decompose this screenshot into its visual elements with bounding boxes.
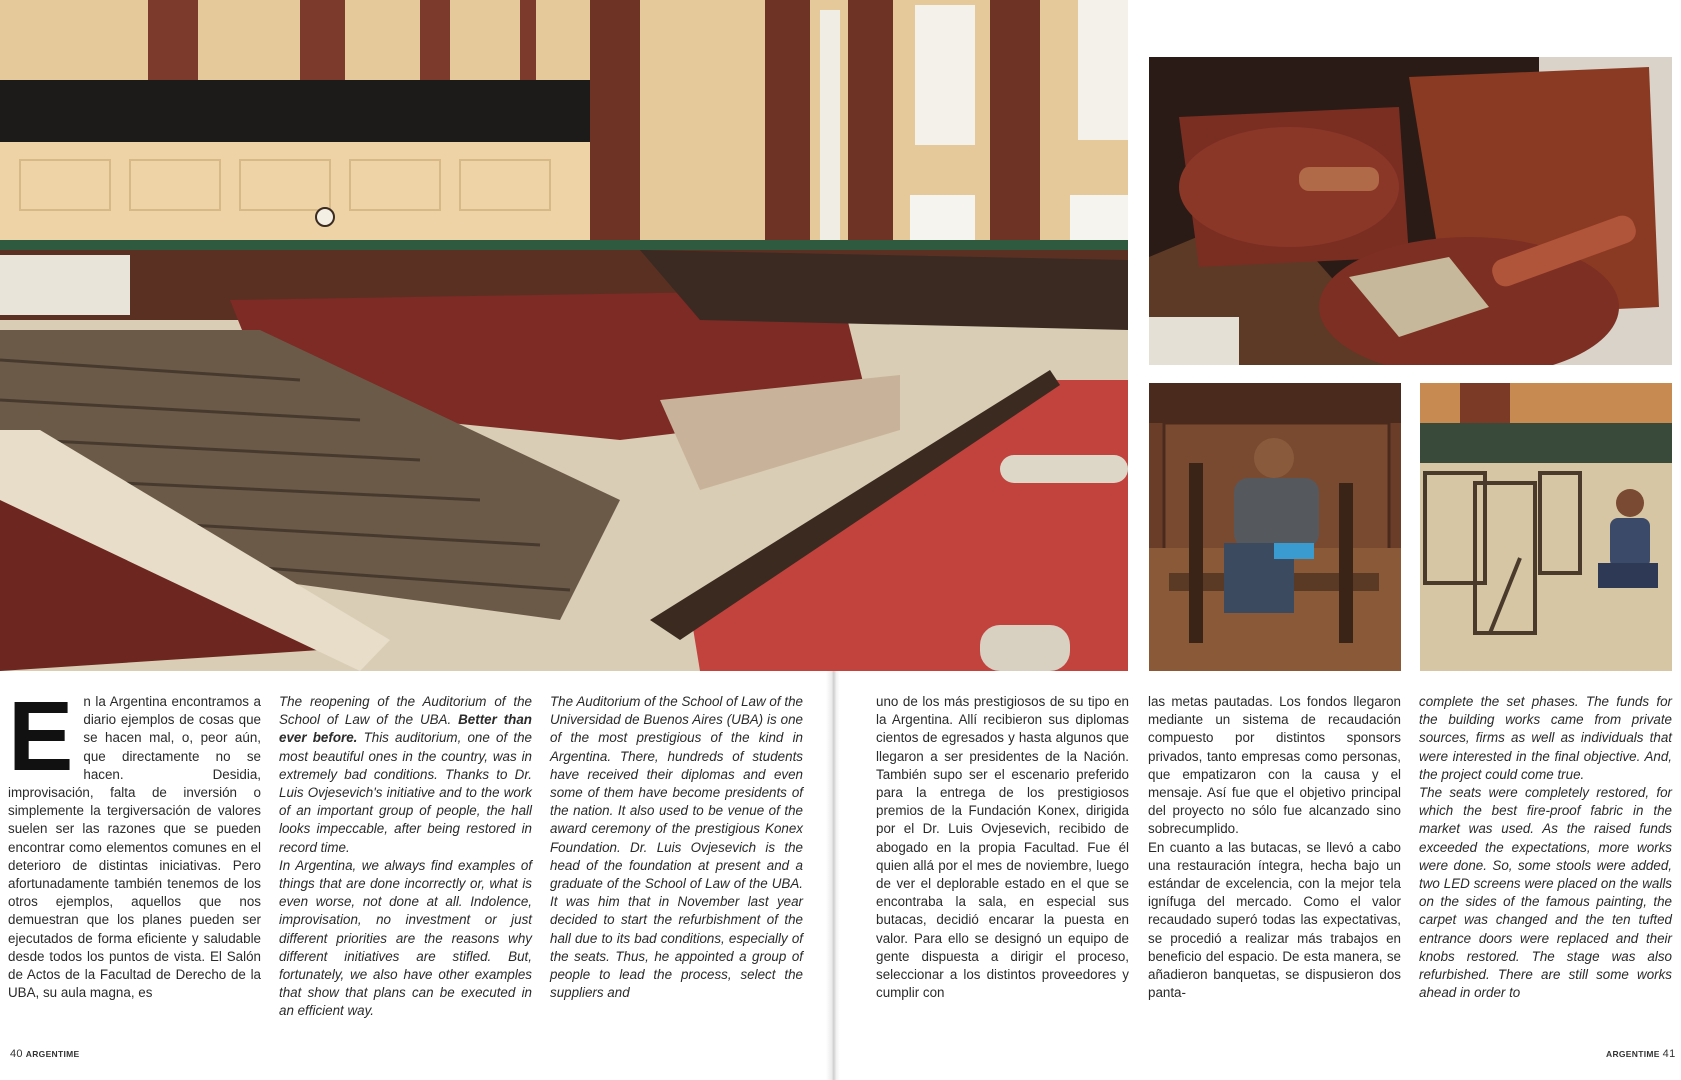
english-lead-body: This auditorium, one of the most beautiful ones in the country, was in extremely bad conditions. Thanks to Dr. Luis Ovjesevich's initiative and to the work of an important group of people, the hall looks impeccable, after being restored in record time. (279, 730, 532, 855)
english-paragraph-2: In Argentina, we always find examples of things that are done incorrectly or, what is even worse, not done at all. Indolence, improvisation, no investment or just different priorities are the reasons why different initiatives are stifled. But, fortunately, we also have other examples that show that plans can be executed in an efficient way. (279, 857, 532, 1019)
right-magazine-name: ARGENTIME (1606, 1049, 1660, 1059)
left-magazine-name: ARGENTIME (25, 1049, 80, 1059)
worker-sanding-bench-photo (1149, 383, 1401, 671)
spanish-intro-paragraph: n la Argentina encontramos a diario ejemplos de cosas que se hacen mal, o, peor aún, que directamente no se hacen. Desidia, improvisación, falta de inversión o simplemente la tergiversación de valores suelen ser las razones que se pueden encontrar como elementos comunes en el deterioro de distintas iniciativas. Pero afortunadamente también tenemos de los otros ejemplos, aquellos que nos demuestran que los planes pueden ser ejecutados de forma eficiente y saludable desde todos los puntos de vista. El Salón de Actos de la Facultad de Derecho de la UBA, su aula magna, es (8, 694, 261, 1001)
english-lead-column (279, 693, 532, 1021)
spanish-column-4 (876, 693, 1129, 1002)
english-paragraph-6b: The seats were completely restored, for which the best fire-proof fabric in the market was used. As the raised funds exceeded the expectations, more works were done. So, some stools were added, two LED screens were placed on the walls on the sides of the famous painting, the carpet was changed and the ten tufted entrance doors were replaced and their knobs restored. The stage was also refurbished. There are still some works ahead in order to (1419, 785, 1672, 1001)
page-gutter (826, 671, 840, 1080)
workshop-restoration-photo (1420, 383, 1672, 671)
english-lead-title: The reopening of the Auditorium of the School of Law of the UBA. (279, 694, 532, 728)
spanish-paragraph-5a: las metas pautadas. Los fondos llegaron mediante un sistema de recaudación compuesto por distintos sponsors privados, tanto empresas como personas, que empatizaron con la causa y el mensaje. Así fue que el objetivo principal del proyecto no sólo fue alcanzado sino sobrecumplido. (1148, 694, 1401, 837)
left-page-folio (10, 1048, 80, 1060)
left-page-number: 40 (10, 1048, 23, 1060)
english-lead-bold: Better than ever before. (279, 712, 532, 746)
spanish-intro-column (8, 681, 261, 1002)
english-column-6 (1419, 693, 1672, 1002)
english-paragraph-3: The Auditorium of the School of Law of the Universidad de Buenos Aires (UBA) is one of the most prestigious of the kind in Argentina. There, hundreds of students have received their diplomas and even some of them have become presidents of the nation. It also used to be venue of the award ceremony of the prestigious Konex Foundation. Dr. Luis Ovjesevich is the head of the foundation at present and a graduate of the School of Law of the UBA. It was him that in November last year decided to start the refurbishment of the hall due to its bad conditions, especially of the seats. Thus, he appointed a group of people to lead the process, select the suppliers and (550, 694, 803, 1001)
spanish-column-5 (1148, 693, 1401, 1002)
spanish-paragraph-5b: En cuanto a las butacas, se llevó a cabo una restauración íntegra, hecha bajo un estándar de excelencia, con la mejor tela ignífuga del mercado. Como el valor recaudado superó todas las expectativas, se procedió a realizar más trabajos en beneficio del espacio. De esta manera, se añadieron banquetas, se dispusieron dos panta- (1148, 839, 1401, 1001)
english-column-3 (550, 693, 803, 1002)
drop-cap: E (8, 681, 74, 791)
restored-chair-photo (1149, 57, 1672, 365)
english-paragraph-6a: complete the set phases. The funds for the building works came from private sources, firms as well as individuals that were interested in the final objective. And, the project could come true. (1419, 694, 1672, 782)
spanish-paragraph-4: uno de los más prestigiosos de su tipo en la Argentina. Allí recibieron sus diplomas cientos de egresados y hasta algunos que llegaron a ser presidentes de la Nación. También supo ser el escenario preferido para la entrega de los prestigiosos premios de la Fundación Konex, dirigida por el Dr. Luis Ovjesevich, recibido de abogado en la propia Facultad. Fue él quien allá por el mes de noviembre, luego de ver el deplorable estado en el que se encontraba la sala, en especial sus butacas, decidió encarar la puesta en valor. Para ello se designó un equipo de gente dispuesta a dirigir el proceso, seleccionar a los distintos proveedores y cumplir con (876, 694, 1129, 1001)
english-lead-paragraph (279, 693, 532, 857)
right-page-folio (1606, 1048, 1676, 1060)
right-page-number: 41 (1662, 1048, 1676, 1060)
auditorium-main-photo (0, 0, 1128, 671)
